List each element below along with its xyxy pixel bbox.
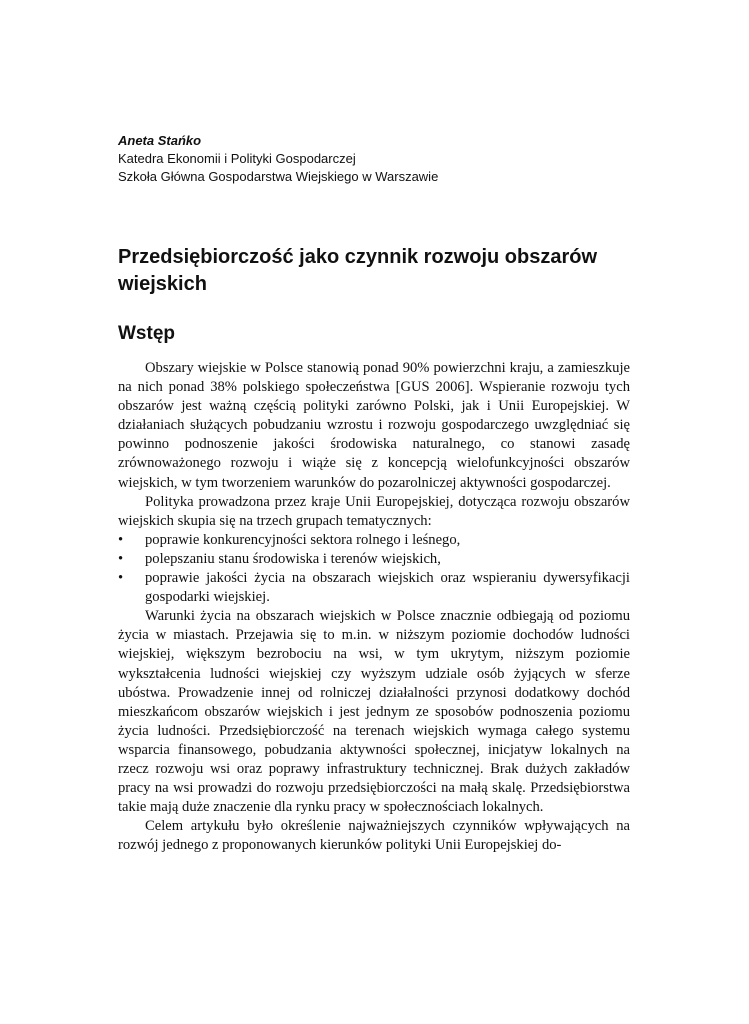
paragraph: Polityka prowadzona przez kraje Unii Europejskiej, dotycząca rozwoju obszarów wiejskich skupia się na trzech grupach tematycznych:	[118, 493, 630, 529]
bullet-text: polepszaniu stanu środowiska i terenów wiejskich,	[145, 550, 441, 567]
bullet-icon: •	[118, 531, 124, 548]
paragraph: Celem artykułu było określenie najważniejszych czynników wpływających na rozwój jednego z proponowanych kierunków polityki Unii Europejskiej do-	[118, 818, 630, 854]
author-block	[118, 132, 630, 186]
paragraph: Obszary wiejskie w Polsce stanowią ponad 90% powierzchni kraju, a zamieszkuje na nich ponad 38% polskiego społeczeństwa [GUS 2006]. Wspieranie rozwoju tych obszarów jest ważną częścią polityki zarówno Polski, jak i Unii Europejskiej. W działaniach służących pobudzaniu wzrostu i rozwoju gospodarczego uwzględniać się powinno podnoszenie jakości środowiska naturalnego, co stanowi zasadę zrównoważonego rozwoju i wiąże się z koncepcją wielofunkcyjności obszarów wiejskich, w tym tworzeniem warunków do pozarolniczej aktywności gospodarczej.	[118, 360, 630, 491]
paper-title: Przedsiębiorczość jako czynnik rozwoju obszarów wiejskich	[118, 246, 598, 295]
bullet-icon: •	[118, 550, 124, 567]
paper-page	[118, 132, 630, 854]
bullet-list	[118, 531, 630, 607]
bullet-icon: •	[118, 570, 124, 587]
section-heading: Wstęp	[118, 323, 175, 344]
bullet-item	[118, 531, 630, 550]
bullet-text: poprawie konkurencyjności sektora rolnego i leśnego,	[145, 531, 461, 548]
author-affiliation-department: Katedra Ekonomii i Polityki Gospodarczej	[118, 151, 356, 166]
author-name: Aneta Stańko	[118, 133, 202, 148]
paragraph: Warunki życia na obszarach wiejskich w Polsce znacznie odbiegają od poziomu życia w miastach. Przejawia się to m.in. w niższym poziomie dochodów ludności wiejskiej, większym bezrobociu na wsi, w tym ukrytym, niższym poziomie wykształcenia ludności wiejskiej czy wyższym udziale osób żyjących w sferze ubóstwa. Prowadzenie innej od rolniczej działalności przynosi dodatkowy dochód mieszkańcom obszarów wiejskich i jest jednym ze sposobów podnoszenia poziomu życia ludności. Przedsiębiorczość na terenach wiejskich wymaga całego systemu wsparcia finansowego, pobudzania aktywności społecznej, inicjatyw lokalnych na rzecz rozwoju wsi oraz poprawy infrastruktury technicznej. Brak dużych zakładów pracy na wsi prowadzi do rozwoju przedsiębiorczości na małą skalę. Przedsiębiorstwa takie mają duże znaczenie dla rynku pracy w społecznościach lokalnych.	[118, 608, 630, 816]
bullet-text: poprawie jakości życia na obszarach wiejskich oraz wspieraniu dywersyfikacji gospodarki wiejskiej.	[145, 570, 630, 606]
body-text	[118, 359, 630, 855]
bullet-item	[118, 569, 630, 607]
bullet-item	[118, 550, 630, 569]
author-affiliation-university: Szkoła Główna Gospodarstwa Wiejskiego w Warszawie	[118, 169, 439, 184]
